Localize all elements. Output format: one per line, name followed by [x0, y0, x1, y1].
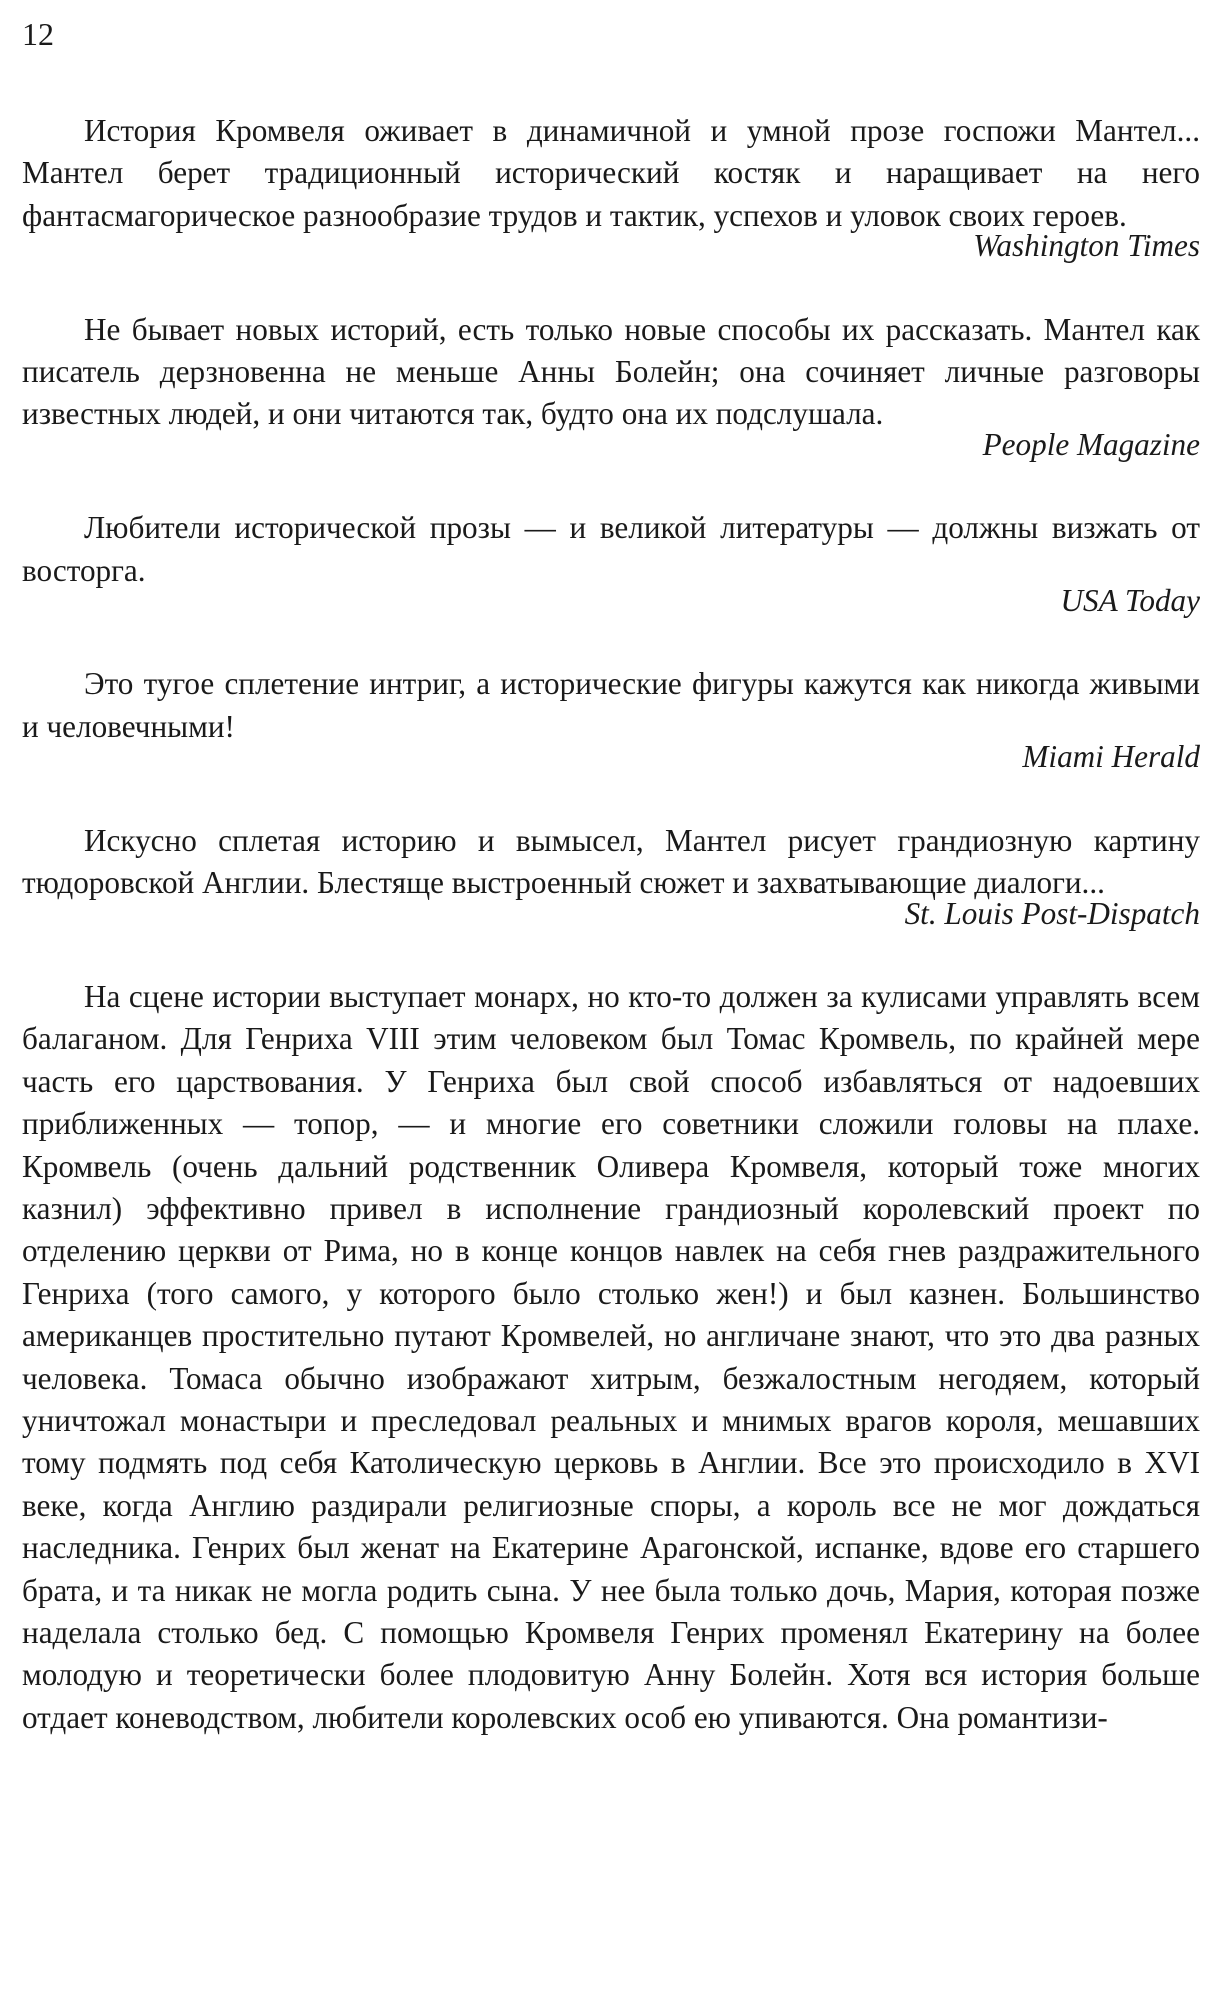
review-quote	[22, 110, 1200, 268]
review-source: USA Today	[1060, 583, 1200, 619]
text-column	[22, 110, 1200, 1739]
review-source: Miami Herald	[1022, 739, 1200, 775]
review-text: Не бывает новых историй, есть только новые способы их рассказать. Мантел как писатель дерзновенна не меньше Анны Болейн; она сочиняет личные разговоры известных людей, и они читаются так, будто она их подслушала.	[22, 311, 1200, 432]
review-text: Любители исторической прозы — и великой литературы — должны визжать от восторга.	[22, 510, 1200, 588]
review-source: Washington Times	[973, 228, 1200, 264]
review-text: Искусно сплетая историю и вымысел, Мантел рисует грандиозную картину тюдоровской Англии. Блестяще выстроенный сюжет и захватывающие диалоги...	[22, 822, 1200, 901]
review-source: People Magazine	[982, 426, 1200, 462]
review-text: История Кромвеля оживает в динамичной и умной прозе госпожи Мантел... Мантел берет традиционный исторический костяк и наращивает на него фантасмагорическое разнообразие трудов и тактик, успехов и уловок своих героев.	[22, 113, 1200, 233]
review-source: St. Louis Post-Dispatch	[904, 895, 1200, 931]
review-quote	[22, 309, 1200, 467]
review-quote	[22, 820, 1200, 935]
review-quote	[22, 507, 1200, 622]
review-text: Это тугое сплетение интриг, а исторические фигуры кажутся как никогда живыми и человечными!	[22, 666, 1200, 744]
review-quote	[22, 663, 1200, 778]
page-number: 12	[22, 16, 54, 52]
body-paragraph: На сцене истории выступает монарх, но кто-то должен за кулисами управлять всем балаганом. Для Генриха VIII этим человеком был Томас Кромвель, по крайней мере часть его царствования. У Генриха был свой способ избавляться от надоевших приближенных — топор, — и многие его советники сложили головы на плахе. Кромвель (очень дальний родственник Оливера Кромвеля, который тоже многих казнил) эффективно привел в исполнение грандиозный королевский проект по отделению церкви от Рима, но в конце концов навлек на себя гнев раздражительного Генриха (того самого, у которого было столько жен!) и был казнен. Большинство американцев простительно путают Кромвелей, но англичане знают, что это два разных человека. Томаса обычно изображают хитрым, безжалостным негодяем, который уничтожал монастыри и преследовал реальных и мнимых врагов короля, мешавших тому подмять под себя Католическую церковь в Англии. Все это происходило в XVI веке, когда Англию раздирали религиозные споры, а король все не мог дождаться наследника. Генрих был женат на Екатерине Арагонской, испанке, вдове его старшего брата, и та никак не могла родить сына. У нее была только дочь, Мария, которая позже наделала столько бед. С помощью Кромвеля Генрих променял Екатерину на более молодую и теоретически более плодовитую Анну Болейн. Хотя вся история больше отдает коневодством, любители королевских особ ею упиваются. Она романтизи-	[22, 978, 1200, 1735]
